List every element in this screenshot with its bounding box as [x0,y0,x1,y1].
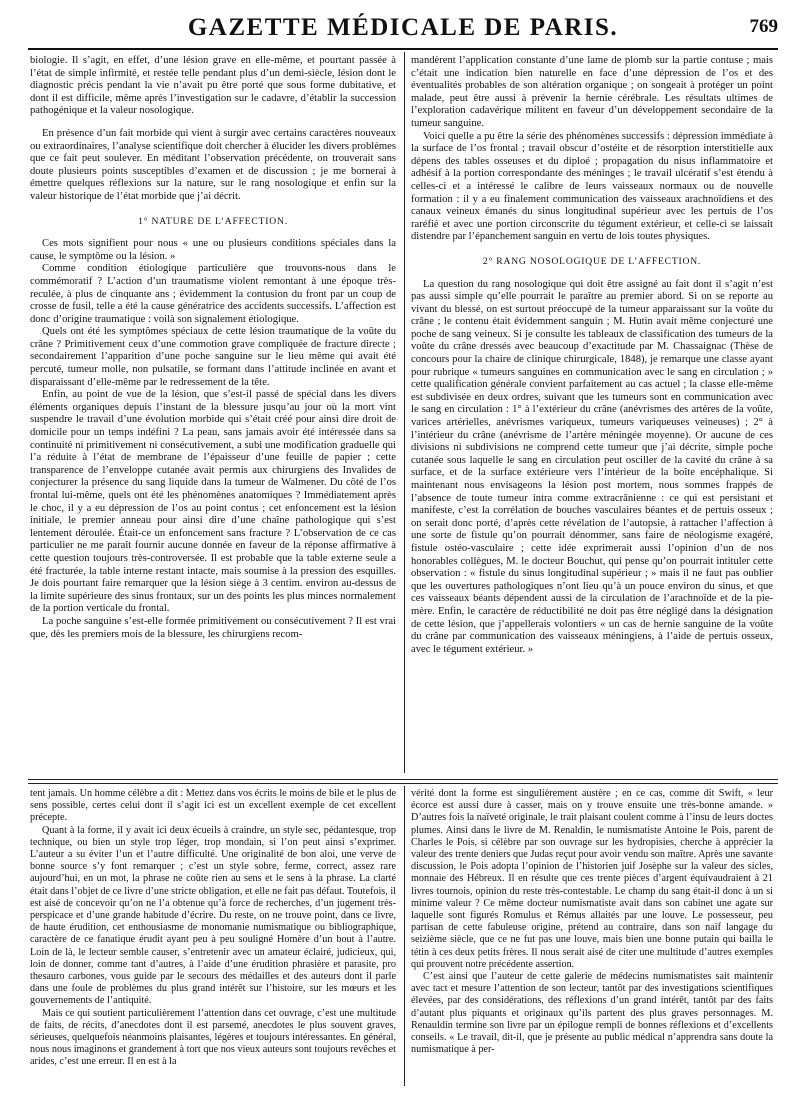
paragraph: En présence d’un fait morbide qui vient à surgir avec certains caractères nouveaux ou extraordinaires, l’analyse scientifique doit chercher à élucider les divers problèmes que ce fait peut soulever. En méditant l’observation précédente, on trouverait sans doute plusieurs points susceptibles d’examen et de discussion ; je me bornerai à émettre quelques réflexions sur la nature, sur le rang nosologique et enfin sur la valeur historique de l’état morbide que j’ai décrit. [30,127,396,202]
masthead-title: GAZETTE MÉDICALE DE PARIS. [187,14,619,41]
article-column-right [411,55,773,773]
paragraph: La question du rang nosologique qui doit être assigné au fait dont il s’agit n’est pas aussi simple qu’elle pourrait le paraître au premier abord. Si on se reporte au vivant du blessé, on est surtout préoccupé de la tumeur apparaissant sur la voûte du crâne ; le contenu était évidemment sanguin ; M. Hutin avait même conjecturé une poche de sang veineux. Si je consulte les tableaux de classification des tumeurs de la voûte du crâne dressés avec beaucoup d’exactitude par M. Chassaignac (Thèse de concours pour la chaire de clinique chirurgicale, 1848), je remarque une classe ayant pour rubrique « tumeurs sanguines en communication avec le sang en circulation ; » cette qualification générale convient parfaitement au cas actuel ; la classe elle-même est subdivisée en deux ordres, suivant que les tumeurs sont en communication avec le sang en circulation : 1° à l’extérieur du crâne (anévrismes des artères de la voûte, varices artérielles, anévrismes variqueux, tumeurs variqueuses veineuses) ; 2° à l’intérieur du crâne (anévrisme de l’artère méningée moyenne). Or aucune de ces divisions ni subdivisions ne comprend cette tumeur que j’ai décrite, simple poche cutanée sous laquelle le sang en circulation peut osciller de la cavité du crâne à sa surface, et de la surface extérieure vers l’intérieur de la boîte encéphalique. Si maintenant nous envisageons la lésion post mortem, nous sommes frappés de l’absence de toute tumeur intra comme extracrânienne : ce qui est persistant et manifeste, c’est la corrélation de bouches vasculaires béantes et de pertuis osseux ; on serait donc porté, d’après cette révélation de l’autopsie, à rattacher l’affection à une sorte de fistule qu’on pourrait dénommer, sans faire de néologisme exagéré, fistule ostéo-vasculaire ; cette idée exprimerait aussi l’opinion d’un de nos honorables collègues, M. le docteur Bouchut, qui pense qu’on pourrait intituler cette observation : « fistule du sinus longitudinal supérieur ; » mais il ne faut pas oublier que les ouvertures pathologiques n’ont lieu qu’à un pouce environ du sinus, et que ces vaisseaux béants dépendent aussi de la circulation de l’arachnoïde et de la pie-mère. Enfin, le caractère de réductibilité ne doit pas être négligé dans la désignation de cette lésion, que j’appellerais volontiers « un cas de hernie sanguine de la voûte du crâne par communication des vaisseaux méningiens, à l’aide de pertuis osseux, avec le tégument extérieur. » [411,278,773,655]
paragraph: Voici quelle a pu être la série des phénomènes successifs : dépression immédiate à la surface de l’os frontal ; travail obscur d’ostéite et de résorption interstitielle aux dépens des tables osseuses et du diploé ; propagation du nisus inflammatoire et adhésif à la portion correspondante des méninges ; le travail ulcératif s’est étendu à celles-ci et a intéressé le calibre de leurs vaisseaux normaux ou de nouvelle formation : il y a eu finalement communication des vaisseaux arachnoïdiens et des canaux veineux émanés du sinus longitudinal supérieur avec les pertuis de l’os raréfié et avec une portion circonscrite du tégument extérieur, et celle-ci se laissait distendre par l’épanchement sanguin en vertu de lois toutes physiques. [411,130,773,243]
paragraph: Mais ce qui soutient particulièrement l’attention dans cet ouvrage, c’est une multitude de faits, de récits, d’anecdotes dont il est parsemé, anecdotes le plus souvent graves, sérieuses, quelquefois néanmoins plaisantes, légères et toujours intéressantes. En général, nous nous imaginons et grandement à tort que nos vieux auteurs sont toujours revêches et arides, c’est une erreur. Il en est à la [30,1007,396,1068]
paragraph: Quant à la forme, il y avait ici deux écueils à craindre, un style sec, pédantesque, trop technique, ou bien un style trop léger, trop mondain, si l’on peut ainsi s’exprimer. L’auteur a su éviter l’un et l’autre difficulté. Une originalité de bon aloi, une verve de bonne source s’y font remarquer ; c’est un style sobre, ferme, correct, assez rare aujourd’hui, en un mot, la phrase ne coûte rien au sens et le sens à la phrase. La clarté était dans l’objet de ce livre d’une stricte obligation, et elle ne fait pas défaut. Toutefois, il est aisé de concevoir qu’on ne l’a obtenue qu’à force de recherches, d’un jugement très-perspicace et d’une grande habitude d’écrire. Du reste, on ne trouve point, dans ce livre, de haute érudition, cet enthousiasme de monomanie numismatique ou bibliographique, caractère de ce fanatique érudit ayant peu à peu souligné Homère d’un bout à l’autre. Loin de là, le lecteur semble causer, s’entretenir avec un amateur éclairé, judicieux, qui, loin de donner, comme tant d’autres, à l’aide d’une érudition phrasière et parasite, pro thesauro carbones, vous guide par le secours des médailles et des auteurs dont il parle dans une foule de problèmes du plus grand intérêt sur l’histoire, sur les mœurs et les gouvernements de l’antiquité. [30,824,396,1007]
column-divider [404,52,405,773]
paragraph: tent jamais. Un homme célèbre a dit : Mettez dans vos écrits le moins de bile et le plus de sens possible, certes celui dont il s’agit ici est un excellent exemple de cet excellent précepte. [30,788,396,824]
page-number: 769 [749,16,778,37]
paragraph: C’est ainsi que l’auteur de cette galerie de médecins numismatistes sait maintenir avec tact et mesure l’attention de son lecteur, tantôt par des investigations scientifiques élevées, par des considérations, des réflexions d’un grand intérêt, tantôt par des faits d’autant plus piquants et originaux qu’ils partent des plus graves personnages. M. Renauldin termine son livre par un épilogue rempli de bonnes réflexions et d’excellents conseils. « Le travail, dit-il, que je présente au public médical n’apprendra sans doute la numismatique à per- [411,971,773,1056]
paragraph: vérité dont la forme est singulièrement austère ; en ce cas, comme dit Swift, « leur écorce est aussi dure à casser, mais on y trouve ensuite une très-bonne amande. » D’autres fois la naïveté originale, le trait plaisant coulent comme à l’insu de leurs doctes plumes. Ainsi dans le livre de M. Renaldin, le numismatiste Antoine le Pois, parent de Charles le Pois, si célèbre par son ouvrage sur les hydropisies, cherche à apprécier la valeur des trente deniers que Judas reçut pour avoir vendu son maître. Après une savante discussion, le Pois adopta l’opinion de l’historien juif Josèphe sur la valeur des sicles, monnaie des Hébreux. Il en résulte que ces trente pièces d’argent équivaudraient à 21 livres tournois, opinion du reste très-contestable. Le champ du sang était-il donc à un si minime valeur ? Ce même docteur numismatiste avait dans son cabinet une agate sur laquelle sont figurés Romulus et Rémus allaités par une louve. Le possesseur, peu partisan de cette fabuleuse origine, prétend au contraire, dans son naïf langage du seizième siècle, que ce ne fut pas une louve, mais bien une bonne putain qui bailla le tétin à ces deux petits frères. Il nous serait aisé de citer une multitude d’autres exemples qui prouvent notre précédente assertion. [411,788,773,970]
feuilleton-column-left [30,788,396,1086]
paragraph: Enfin, au point de vue de la lésion, que s’est-il passé de spécial dans les divers éléments organiques depuis l’instant de la blessure jusqu’au jour où la mort vint suspendre le travail d’une évolution morbide qui s’était créé pour ainsi dire droit de domicile pour un temps indéfini ? La peau, sans jamais avoir été intéressée dans sa continuité ni primitivement ni consécutivement, a subi une modification graduelle qui l’a réduite à l’état de membrane de l’épaisseur d’une feuille de papier ; cette transparence de l’enveloppe cutanée avait permis aux chirurgiens des Invalides de conjecturer la présence du sang liquide dans la tumeur de Walmener. Du côté de l’os frontal lui-même, quels ont été les phénomènes anatomiques ? Immédiatement après le choc, il y a eu dépression de l’os au point contus ; cet enfoncement est la lésion initiale, le premier anneau pour ainsi dire d’une chaîne pathologique qui s’est lentement déroulée. Était-ce un enfoncement sans fracture ? L’observation de ce cas particulier ne me paraît fournir aucune donnée en faveur de la réponse affirmative à cette question toujours très-controversée. Il est probable que la table externe seule a été fracturée, la table interne restant intacte, mais soumise à la pression des esquilles. Je dois pourtant faire remarquer que la lésion siège à 3 centim. environ au-dessus de la limite supérieure des sinus frontaux, sur un des points les plus minces normalement de la portion verticale du frontal. [30,389,396,615]
paragraph: Comme condition étiologique particulière que trouvons-nous dans le commémoratif ? L’action d’un traumatisme violent remontant à une époque très-reculée, à plus de cinquante ans ; évidemment la contusion du front par un coup de crosse de fusil, telle a été la cause génératrice des accidents successifs. L’affection est donc d’origine traumatique : voilà son signalement étiologique. [30,263,396,325]
article-column-left [30,55,396,773]
paragraph: Quels ont été les symptômes spéciaux de cette lésion traumatique de la voûte du crâne ? Primitivement ceux d’une commotion grave compliquée de fracture directe ; secondairement l’apparition d’une poche sanguine sur le lieu même qui avait été percuté, tumeur molle, non pulsatile, se formant dans l’attitude inclinée en avant et disparaissant d’elle-même par le redressement de la tête. [30,326,396,388]
paragraph: La poche sanguine s’est-elle formée primitivement ou consécutivement ? Il est vrai que, dès les premiers mois de la blessure, les chirurgiens recom- [30,615,396,640]
section-heading-nature: 1° NATURE DE L’AFFECTION. [138,215,288,227]
paragraph: mandèrent l’application constante d’une lame de plomb sur la partie contuse ; mais c’était une indication bien naturelle en face d’une dépression de l’os et des éventualités probables de son altération organique ; on songeait à protéger un point malade, peut être aussi à prévenir la hernie cérébrale. Les résultats ultimes de l’exploration cadavérique militent en faveur d’un développement secondaire de la tumeur sanguine. [411,55,773,129]
column-divider [404,786,405,1086]
section-heading-rang: 2° RANG NOSOLOGIQUE DE L’AFFECTION. [482,255,702,267]
paragraph: biologie. Il s’agit, en effet, d’une lésion grave en elle-même, et pourtant passée à l’état de simple infirmité, et restée telle pendant plus d’un demi-siècle, lésion dont le diagnostic précis pendant la vie n’avait pu être porté que sous forme dubitative, et dont il est difficile, même après l’investigation sur le cadavre, d’établir la succession pathogénique et la valeur nosologique. [30,55,396,117]
feuilleton-column-right [411,788,773,1086]
page-header [28,10,778,50]
feuilleton-divider [28,779,778,784]
paragraph: Ces mots signifient pour nous « une ou plusieurs conditions spéciales dans la cause, le symptôme ou la lésion. » [30,238,396,262]
